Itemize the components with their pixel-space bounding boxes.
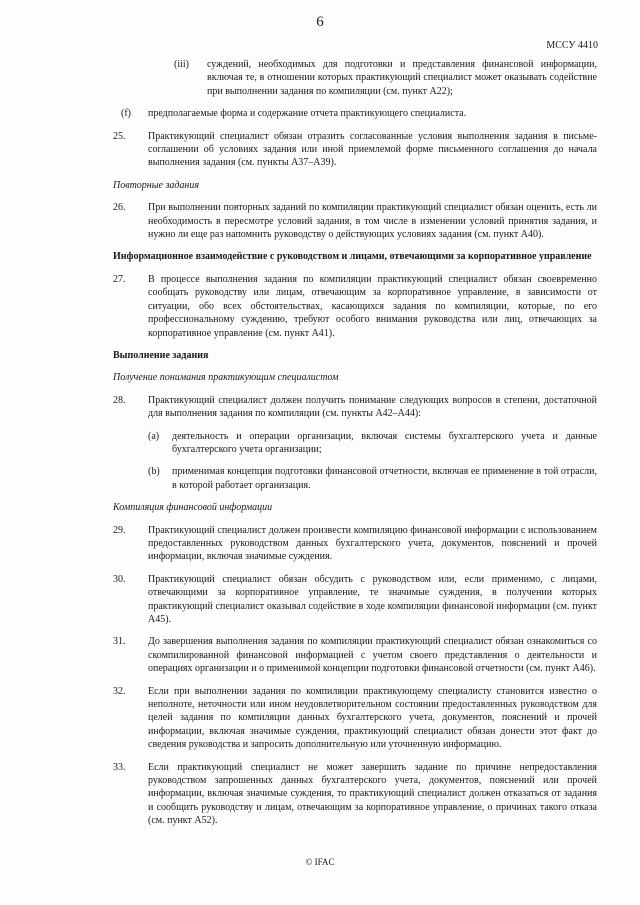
paragraph-27 xyxy=(113,273,597,340)
copyright-footer: © IFAC xyxy=(305,857,335,867)
subitem-text: применимая концепция подготовки финансовой отчетности, включая ее применение в той отрасли, в которой работает организация. xyxy=(172,466,597,491)
paragraph-26 xyxy=(113,201,597,241)
subitem-label: (b) xyxy=(148,466,160,478)
subitem-f xyxy=(121,107,597,120)
paragraph-text: Если при выполнении задания по компиляции практикующему специалисту становится известно о неполноте, неточности или ином неудовлетворительном состоянии предоставленных руководством для целей задания по компиляции данных бухгалтерского учета, документов, пояснений и прочей информации, включая значимые суждения, практикующий специалист обязан донести этот факт до сведения руководства и запросить дополнительную или уточненную информацию. xyxy=(148,685,597,751)
paragraph-text: В процессе выполнения задания по компиляции практикующий специалист обязан своевременно сообщать руководству или лицам, отвечающим за корпоративное управление, в зависимости от ситуации, обо всех обстоятельствах, касающихся задания по компиляции, которые, по его профессиональному суждению, требуют особого внимания руководства или лиц, отвечающих за корпоративное управление (см. пункт А41). xyxy=(148,273,597,339)
subitem-text: деятельность и операции организации, включая системы бухгалтерского учета и данные бухгалтерского учета организации; xyxy=(172,430,597,455)
heading-repeat-engagements: Повторные задания xyxy=(113,179,200,191)
heading-communication: Информационное взаимодействие с руководством и лицами, отвечающими за корпоративное управление xyxy=(113,251,592,263)
heading-performing-engagement: Выполнение задания xyxy=(113,349,209,361)
paragraph-number: 28. xyxy=(113,394,126,406)
document-body xyxy=(113,58,597,837)
subitem-label: (a) xyxy=(148,430,160,442)
paragraph-number: 26. xyxy=(113,202,126,214)
paragraph-text: Практикующий специалист обязан обсудить с руководством или, если применимо, с лицами, отвечающими за корпоративное управление, те значимые суждения, в получении которых практикующий специалист оказывал содействие в ходе компиляции финансовой информации (см. пункт А45). xyxy=(148,573,597,625)
subitem-28a xyxy=(148,430,597,457)
paragraph-number: 32. xyxy=(113,685,126,697)
paragraph-28 xyxy=(113,394,597,421)
paragraph-text: Если практикующий специалист не может завершить задание по причине непредоставления руководством запрошенных данных бухгалтерского учета, документов, пояснений или прочей информации, включая значимые суждения, то практикующий специалист должен отказаться от задания и сообщить руководству и лицам, отвечающим за корпоративное управление, о причинах такого отказа (см. пункт А52). xyxy=(148,761,597,827)
page-number: 6 xyxy=(316,14,324,30)
heading-understanding: Получение понимания практикующим специалистом xyxy=(113,372,339,384)
paragraph-text: До завершения выполнения задания по компиляции практикующий специалист обязан ознакомиться со скомпилированной финансовой информацией с учетом своего представления о деятельности и операциях организации и о применимой концепции подготовки финансовой отчетности (см. пункт А46). xyxy=(148,636,597,675)
paragraph-30 xyxy=(113,573,597,627)
paragraph-31 xyxy=(113,635,597,675)
paragraph-text: Практикующий специалист обязан отразить согласованные условия выполнения задания в письме-соглашении об условиях задания или иной приемлемой форме письменного соглашения до начала выполнения задания (см. пункты А37–А39). xyxy=(148,130,597,169)
paragraph-number: 25. xyxy=(113,130,126,142)
subitem-label: (f) xyxy=(121,108,131,120)
subitem-label: (iii) xyxy=(174,59,189,70)
subitem-text: суждений, необходимых для подготовки и представления финансовой информации, включая те, в отношении которых практикующий специалист может оказывать содействие при выполнении задания по компиляции (см. пункт А22); xyxy=(207,59,597,97)
paragraph-text: Практикующий специалист должен получить понимание следующих вопросов в степени, достаточной для выполнения задания по компиляции (см. пункты А42–А44): xyxy=(148,394,597,420)
paragraph-number: 33. xyxy=(113,761,126,773)
document-code: МССУ 4410 xyxy=(546,40,598,51)
subitem-iii xyxy=(174,58,597,98)
paragraph-number: 31. xyxy=(113,636,126,648)
subitem-text: предполагаемые форма и содержание отчета практикующего специалиста. xyxy=(148,108,467,120)
heading-compilation: Компиляция финансовой информации xyxy=(113,502,273,514)
paragraph-text: При выполнении повторных заданий по компиляции практикующий специалист обязан оценить, есть ли необходимость в пересмотре условий задания, в том числе в изменении условий принятия задания, и нужно ли еще раз напомнить руководству о действующих условиях задания (см. пункт А40). xyxy=(148,202,597,241)
paragraph-33 xyxy=(113,761,597,828)
paragraph-29 xyxy=(113,524,597,564)
paragraph-32 xyxy=(113,685,597,752)
paragraph-number: 30. xyxy=(113,573,126,585)
paragraph-number: 27. xyxy=(113,273,126,285)
paragraph-number: 29. xyxy=(113,524,126,536)
paragraph-text: Практикующий специалист должен произвести компиляцию финансовой информации с использованием предоставленных руководством данных бухгалтерского учета, документов, пояснений и прочей информации, включая значимые суждения. xyxy=(148,524,597,563)
paragraph-25 xyxy=(113,130,597,170)
subitem-28b xyxy=(148,465,597,492)
